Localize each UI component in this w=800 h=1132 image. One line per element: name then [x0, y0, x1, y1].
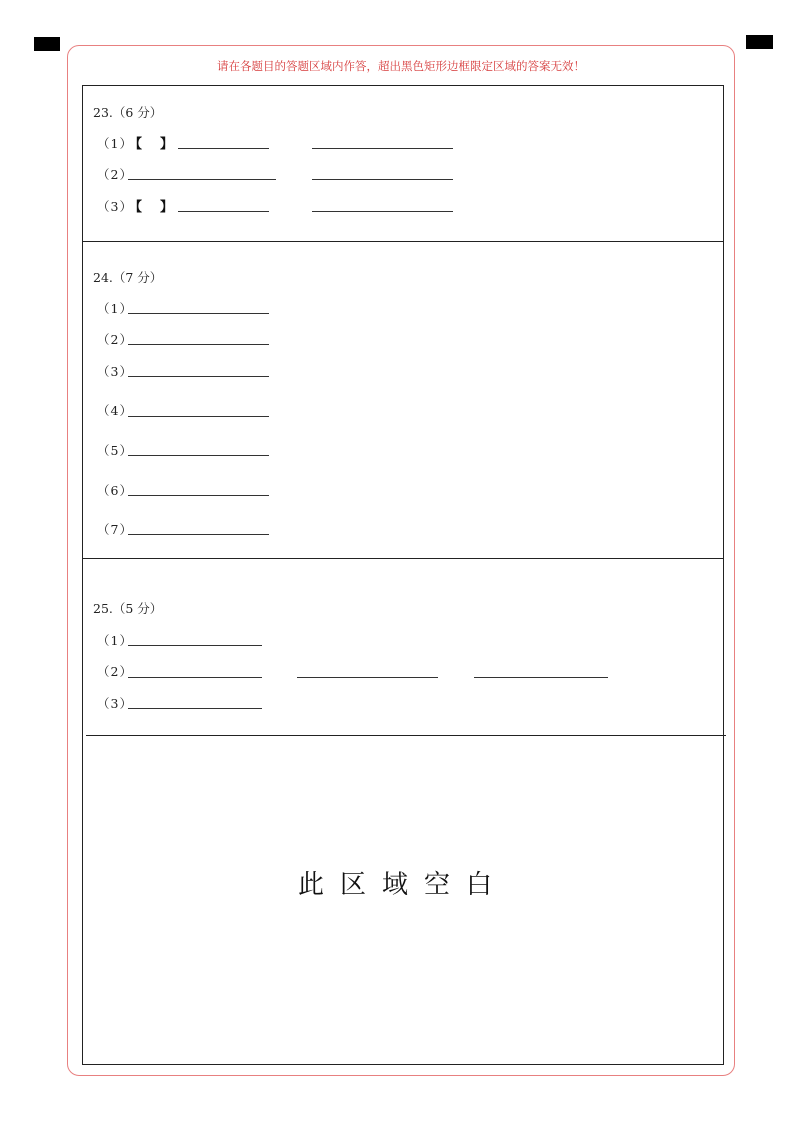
frame-right	[723, 85, 724, 1065]
q23-part-1-answer-line-1[interactable]	[178, 148, 269, 149]
q24-part-6-answer-line[interactable]	[128, 495, 269, 496]
divider-q23-q24	[82, 241, 724, 242]
q23-part-3-answer-line-1[interactable]	[178, 211, 269, 212]
q24-part-1-number: （1）	[97, 301, 133, 316]
blank-area-notice: 此区域空白	[297, 870, 508, 900]
q24-part-2-answer-line[interactable]	[128, 344, 269, 345]
frame-left	[82, 85, 83, 1065]
q23-part-1-bracket-close: 】	[160, 137, 174, 152]
frame-bottom	[82, 1064, 724, 1065]
q23-part-3-bracket-close: 】	[160, 200, 174, 215]
question-24-title: 24.（7 分）	[93, 270, 163, 285]
question-25-title: 25.（5 分）	[93, 601, 163, 616]
q25-part-2-answer-line-2[interactable]	[297, 677, 438, 678]
corner-marker-left	[34, 37, 60, 51]
q23-part-2-answer-line-2[interactable]	[312, 179, 453, 180]
divider-q24-q25	[82, 558, 724, 559]
q23-part-1-number: （1）	[97, 136, 133, 151]
q24-part-7-answer-line[interactable]	[128, 534, 269, 535]
q24-part-5-answer-line[interactable]	[128, 455, 269, 456]
q23-part-2-number: （2）	[97, 167, 133, 182]
q25-part-2-answer-line-1[interactable]	[128, 677, 262, 678]
q25-part-2-number: （2）	[97, 664, 133, 679]
q23-part-3-answer-line-2[interactable]	[312, 211, 453, 212]
q25-part-1-answer-line[interactable]	[128, 645, 262, 646]
q23-part-1-answer-line-2[interactable]	[312, 148, 453, 149]
q24-part-4-answer-line[interactable]	[128, 416, 269, 417]
divider-q25-blank	[86, 735, 726, 736]
q24-part-7-number: （7）	[97, 522, 133, 537]
q23-part-3-number: （3）	[97, 199, 133, 214]
q24-part-3-answer-line[interactable]	[128, 376, 269, 377]
q25-part-3-answer-line[interactable]	[128, 708, 262, 709]
q25-part-2-answer-line-3[interactable]	[474, 677, 608, 678]
q23-part-3-bracket-open: 【	[129, 200, 143, 215]
frame-top	[82, 85, 724, 86]
q24-part-3-number: （3）	[97, 364, 133, 379]
q24-part-2-number: （2）	[97, 332, 133, 347]
q24-part-5-number: （5）	[97, 443, 133, 458]
corner-marker-right	[746, 35, 773, 49]
q25-part-3-number: （3）	[97, 696, 133, 711]
q24-part-4-number: （4）	[97, 403, 133, 418]
question-23-title: 23.（6 分）	[93, 105, 163, 120]
q24-part-6-number: （6）	[97, 483, 133, 498]
q25-part-1-number: （1）	[97, 633, 133, 648]
q24-part-1-answer-line[interactable]	[128, 313, 269, 314]
q23-part-1-bracket-open: 【	[129, 137, 143, 152]
q23-part-2-answer-line-1[interactable]	[128, 179, 276, 180]
warning-text: 请在各题目的答题区域内作答，超出黑色矩形边框限定区域的答案无效！	[217, 59, 585, 73]
